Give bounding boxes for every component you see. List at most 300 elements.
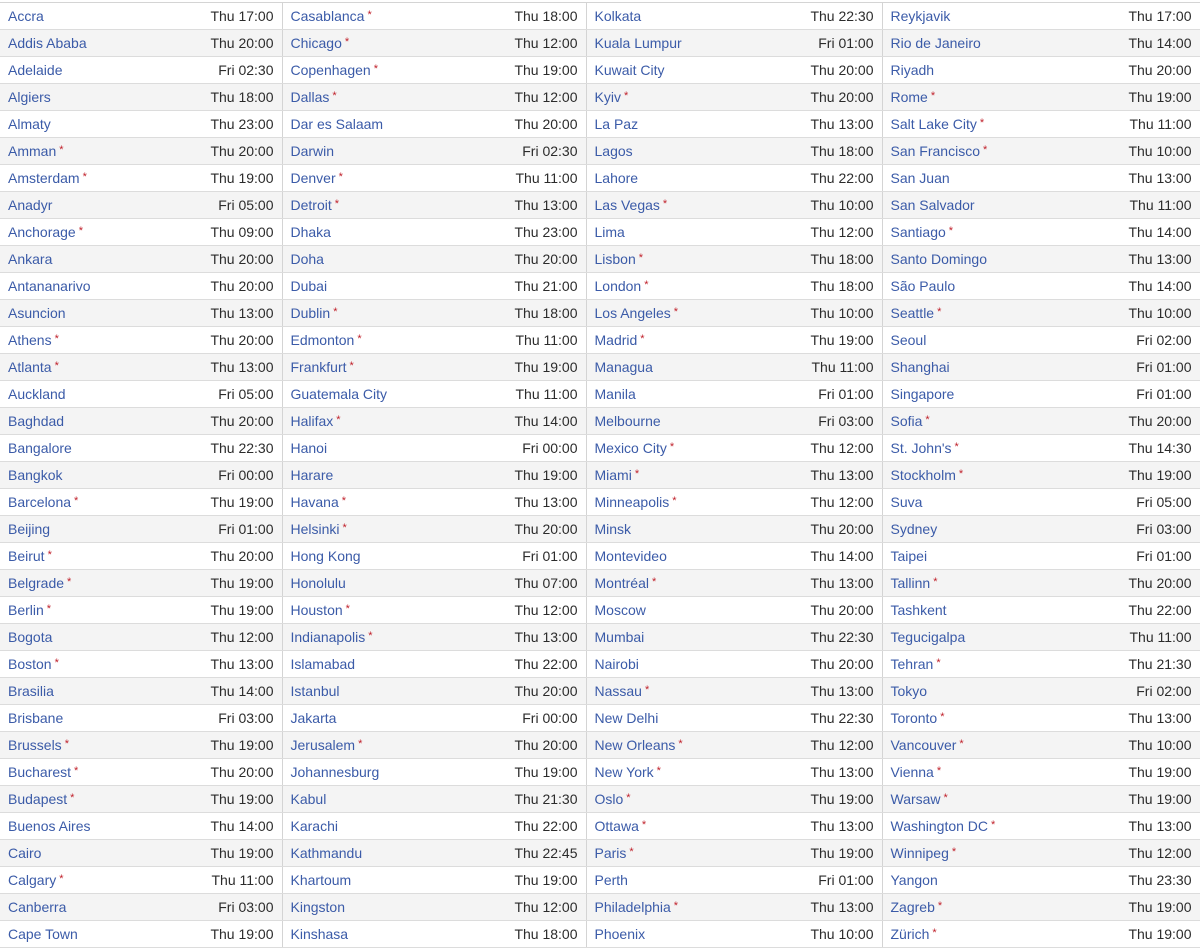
city-cell [586,624,774,651]
city-cell [282,651,478,678]
local-time-cell: Thu 13:00 [774,462,882,489]
city-link[interactable]: Perth [594,872,628,888]
dst-asterisk-icon: * [673,306,679,318]
local-time-cell: Fri 00:00 [478,435,586,462]
city-cell [0,219,170,246]
dst-asterisk-icon: * [678,738,683,750]
local-time-cell: Thu 20:00 [774,516,882,543]
city-cell [0,246,170,273]
dst-asterisk-icon: * [958,468,964,480]
city-cell [586,651,774,678]
local-time-cell: Thu 20:00 [170,759,282,786]
city-link[interactable]: London [594,278,642,294]
city-link[interactable]: Rome [890,89,928,105]
city-cell [882,57,1082,84]
dst-asterisk-icon: * [74,765,79,777]
local-time-cell: Thu 14:00 [1082,219,1200,246]
city-link[interactable]: Cape Town [8,926,78,942]
local-time-cell: Thu 19:00 [1082,894,1200,921]
city-link[interactable]: Zürich [890,926,930,942]
city-link[interactable]: Honolulu [290,575,346,591]
city-link[interactable]: Singapore [890,386,955,402]
city-cell [586,786,774,813]
dst-asterisk-icon: * [640,333,645,345]
city-link[interactable]: Manila [594,386,636,402]
city-link[interactable]: Kyiv [594,89,621,105]
local-time-cell: Thu 20:00 [1082,57,1200,84]
table-row [0,894,1200,921]
local-time-cell: Thu 20:00 [1082,570,1200,597]
city-cell [282,327,478,354]
local-time-cell: Thu 12:00 [478,597,586,624]
city-cell [0,435,170,462]
local-time-cell: Thu 20:00 [774,84,882,111]
city-cell [586,570,774,597]
city-link[interactable]: Antananarivo [8,278,91,294]
city-link[interactable]: Hanoi [290,440,328,456]
city-link[interactable]: Dallas [290,89,330,105]
city-link[interactable]: Berlin [8,602,44,618]
local-time-cell: Thu 07:00 [478,570,586,597]
city-link[interactable]: New Orleans [594,737,676,753]
city-link[interactable]: Indianapolis [290,629,366,645]
city-cell [882,354,1082,381]
city-link[interactable]: Montevideo [594,548,667,564]
city-cell [282,273,478,300]
city-cell [586,732,774,759]
city-link[interactable]: Havana [290,494,339,510]
city-link[interactable]: São Paulo [890,278,956,294]
city-link[interactable]: Asuncion [8,305,66,321]
dst-asterisk-icon: * [344,36,350,48]
table-row [0,543,1200,570]
table-row [0,435,1200,462]
city-cell [586,165,774,192]
local-time-cell: Thu 12:00 [774,219,882,246]
city-link[interactable]: Stockholm [890,467,956,483]
dst-asterisk-icon: * [54,657,59,669]
city-link[interactable]: Minsk [594,521,632,537]
dst-asterisk-icon: * [937,306,942,318]
city-link[interactable]: Lisbon [594,251,636,267]
local-time-cell: Thu 22:00 [774,165,882,192]
local-time-cell: Thu 14:00 [1082,273,1200,300]
local-time-cell: Thu 18:00 [774,138,882,165]
city-link[interactable]: Suva [890,494,923,510]
city-link[interactable]: Vienna [890,764,934,780]
local-time-cell: Thu 13:00 [1082,705,1200,732]
dst-asterisk-icon: * [936,765,942,777]
city-cell [882,111,1082,138]
city-link[interactable]: Copenhagen [290,62,371,78]
dst-asterisk-icon: * [67,576,72,588]
city-link[interactable]: Denver [290,170,336,186]
city-cell [282,624,478,651]
table-row [0,165,1200,192]
city-cell [282,489,478,516]
city-cell [0,111,170,138]
local-time-cell: Thu 22:30 [774,3,882,30]
city-link[interactable]: Toronto [890,710,938,726]
table-row [0,678,1200,705]
city-cell [282,516,478,543]
local-time-cell: Thu 19:00 [478,867,586,894]
local-time-cell: Thu 20:00 [774,57,882,84]
local-time-cell: Thu 20:00 [478,111,586,138]
city-link[interactable]: Montréal [594,575,649,591]
city-link[interactable]: Seoul [890,332,927,348]
local-time-cell: Fri 01:00 [170,516,282,543]
city-link[interactable]: Brasilia [8,683,54,699]
table-row [0,30,1200,57]
city-link[interactable]: Ottawa [594,818,639,834]
city-link[interactable]: Miami [594,467,632,483]
city-link[interactable]: Cairo [8,845,42,861]
city-link[interactable]: Dhaka [290,224,331,240]
city-link[interactable]: Tokyo [890,683,928,699]
city-link[interactable]: Anadyr [8,197,53,213]
dst-asterisk-icon: * [662,198,668,210]
city-link[interactable]: Almaty [8,116,51,132]
city-link[interactable]: Budapest [8,791,68,807]
city-link[interactable]: Paris [594,845,627,861]
city-link[interactable]: Winnipeg [890,845,949,861]
city-cell [882,867,1082,894]
city-cell [0,705,170,732]
local-time-cell: Thu 19:00 [170,786,282,813]
city-cell [282,786,478,813]
city-link[interactable]: Kingston [290,899,345,915]
city-cell [586,759,774,786]
city-link[interactable]: Kuwait City [594,62,665,78]
local-time-cell: Fri 01:00 [478,543,586,570]
city-link[interactable]: St. John's [890,440,952,456]
dst-asterisk-icon: * [656,765,661,777]
city-link[interactable]: San Francisco [890,143,980,159]
city-link[interactable]: Islamabad [290,656,356,672]
city-link[interactable]: Guatemala City [290,386,387,402]
city-cell [882,543,1082,570]
city-link[interactable]: Washington DC [890,818,989,834]
local-time-cell: Thu 23:30 [1082,867,1200,894]
city-cell [282,678,478,705]
dst-asterisk-icon: * [936,657,941,669]
city-link[interactable]: Khartoum [290,872,352,888]
city-cell [882,435,1082,462]
city-cell [586,192,774,219]
city-link[interactable]: Salt Lake City [890,116,977,132]
local-time-cell: Fri 02:00 [1082,327,1200,354]
city-link[interactable]: Doha [290,251,324,267]
city-cell [0,678,170,705]
city-link[interactable]: Kolkata [594,8,642,24]
city-cell [0,840,170,867]
local-time-cell: Fri 03:00 [170,705,282,732]
city-link[interactable]: Brussels [8,737,62,753]
local-time-cell: Thu 23:00 [478,219,586,246]
table-row [0,111,1200,138]
city-link[interactable]: Los Angeles [594,305,671,321]
table-row [0,192,1200,219]
local-time-cell: Fri 00:00 [478,705,586,732]
city-link[interactable]: Oslo [594,791,624,807]
city-link[interactable]: Ankara [8,251,53,267]
city-cell [282,3,478,30]
city-link[interactable]: Casablanca [290,8,365,24]
city-link[interactable]: Sofia [890,413,923,429]
local-time-cell: Fri 02:00 [1082,678,1200,705]
city-link[interactable]: Lahore [594,170,639,186]
table-row [0,597,1200,624]
city-cell [282,246,478,273]
city-link[interactable]: Amman [8,143,57,159]
city-cell [0,786,170,813]
city-link[interactable]: Baghdad [8,413,65,429]
local-time-cell: Thu 19:00 [1082,84,1200,111]
local-time-cell: Thu 13:00 [774,813,882,840]
city-cell [586,840,774,867]
dst-asterisk-icon: * [59,144,64,156]
city-link[interactable]: La Paz [594,116,639,132]
city-cell [0,894,170,921]
dst-asterisk-icon: * [932,927,937,939]
local-time-cell: Thu 19:00 [774,786,882,813]
city-link[interactable]: Calgary [8,872,57,888]
city-link[interactable]: Minneapolis [594,494,670,510]
city-link[interactable]: Managua [594,359,653,375]
local-time-cell: Thu 10:00 [1082,300,1200,327]
city-link[interactable]: Tegucigalpa [890,629,966,645]
local-time-cell: Fri 03:00 [774,408,882,435]
city-link[interactable]: Hong Kong [290,548,361,564]
city-link[interactable]: Algiers [8,89,51,105]
city-link[interactable]: Bogota [8,629,53,645]
city-link[interactable]: Melbourne [594,413,661,429]
city-cell [882,165,1082,192]
city-link[interactable]: Warsaw [890,791,941,807]
city-link[interactable]: Accra [8,8,44,24]
city-link[interactable]: Dubai [290,278,328,294]
local-time-cell: Thu 20:00 [170,246,282,273]
city-link[interactable]: Tallinn [890,575,931,591]
local-time-cell: Thu 19:00 [170,165,282,192]
city-link[interactable]: Nassau [594,683,642,699]
city-link[interactable]: Philadelphia [594,899,671,915]
city-link[interactable]: Helsinki [290,521,340,537]
city-link[interactable]: Mexico City [594,440,667,456]
dst-asterisk-icon: * [342,522,347,534]
local-time-cell: Thu 19:00 [774,327,882,354]
city-link[interactable]: New Delhi [594,710,659,726]
city-link[interactable]: Adelaide [8,62,63,78]
local-time-cell: Thu 13:00 [1082,813,1200,840]
table-row [0,84,1200,111]
local-time-cell: Thu 20:00 [170,138,282,165]
city-cell [586,543,774,570]
city-link[interactable]: Mumbai [594,629,645,645]
city-cell [882,219,1082,246]
city-cell [0,138,170,165]
city-cell [882,759,1082,786]
city-link[interactable]: Nairobi [594,656,639,672]
dst-asterisk-icon: * [368,630,373,642]
city-cell [882,3,1082,30]
city-link[interactable]: Zagreb [890,899,935,915]
table-row [0,624,1200,651]
city-link[interactable]: Belgrade [8,575,65,591]
city-link[interactable]: Moscow [594,602,646,618]
table-row [0,381,1200,408]
city-link[interactable]: Harare [290,467,334,483]
dst-asterisk-icon: * [358,738,363,750]
city-link[interactable]: Beijing [8,521,51,537]
city-link[interactable]: Amsterdam [8,170,80,186]
local-time-cell: Thu 11:00 [478,165,586,192]
city-link[interactable]: Atlanta [8,359,52,375]
local-time-cell: Thu 20:00 [170,273,282,300]
city-link[interactable]: Kabul [290,791,327,807]
local-time-cell: Thu 11:00 [478,327,586,354]
city-link[interactable]: Dar es Salaam [290,116,384,132]
city-link[interactable]: Kathmandu [290,845,363,861]
city-link[interactable]: Phoenix [594,926,646,942]
city-cell [0,381,170,408]
city-link[interactable]: Bucharest [8,764,72,780]
city-link[interactable]: Houston [290,602,343,618]
city-cell [0,651,170,678]
local-time-cell: Fri 01:00 [1082,354,1200,381]
city-link[interactable]: Santo Domingo [890,251,988,267]
city-link[interactable]: Beirut [8,548,45,564]
city-link[interactable]: Seattle [890,305,935,321]
city-cell [882,138,1082,165]
city-cell [882,300,1082,327]
city-cell [586,57,774,84]
local-time-cell: Thu 17:00 [170,3,282,30]
local-time-cell: Thu 12:00 [774,489,882,516]
local-time-cell: Thu 19:00 [478,462,586,489]
local-time-cell: Thu 20:00 [774,597,882,624]
city-link[interactable]: Santiago [890,224,946,240]
local-time-cell: Thu 20:00 [478,678,586,705]
city-link[interactable]: Boston [8,656,52,672]
city-link[interactable]: Tashkent [890,602,947,618]
city-cell [0,624,170,651]
city-link[interactable]: Detroit [290,197,332,213]
local-time-cell: Fri 03:00 [1082,516,1200,543]
city-link[interactable]: Bangkok [8,467,63,483]
city-cell [586,354,774,381]
local-time-cell: Fri 05:00 [1082,489,1200,516]
city-cell [882,570,1082,597]
city-link[interactable]: Taipei [890,548,928,564]
local-time-cell: Fri 05:00 [170,381,282,408]
city-cell [0,921,170,948]
city-link[interactable]: Jerusalem [290,737,356,753]
city-link[interactable]: Halifax [290,413,334,429]
city-link[interactable]: Lagos [594,143,633,159]
city-link[interactable]: Istanbul [290,683,340,699]
city-link[interactable]: Las Vegas [594,197,660,213]
city-cell [586,327,774,354]
local-time-cell: Thu 12:00 [774,435,882,462]
city-link[interactable]: Kuala Lumpur [594,35,682,51]
city-cell [0,867,170,894]
city-link[interactable]: Shanghai [890,359,950,375]
city-link[interactable]: Anchorage [8,224,76,240]
local-time-cell: Thu 13:00 [774,111,882,138]
city-link[interactable]: Brisbane [8,710,64,726]
local-time-cell: Thu 13:00 [170,300,282,327]
city-link[interactable]: Bangalore [8,440,72,456]
city-link[interactable]: Dublin [290,305,331,321]
city-link[interactable]: Buenos Aires [8,818,91,834]
city-link[interactable]: Kinshasa [290,926,349,942]
local-time-cell: Fri 02:30 [478,138,586,165]
local-time-cell: Thu 20:00 [478,516,586,543]
dst-asterisk-icon: * [979,117,985,129]
city-link[interactable]: Barcelona [8,494,72,510]
city-link[interactable]: Darwin [290,143,335,159]
local-time-cell: Thu 13:00 [1082,165,1200,192]
local-time-cell: Thu 19:00 [170,921,282,948]
city-link[interactable]: Johannesburg [290,764,380,780]
city-link[interactable]: Vancouver [890,737,957,753]
city-cell [282,381,478,408]
city-link[interactable]: San Juan [890,170,950,186]
city-link[interactable]: Rio de Janeiro [890,35,981,51]
city-link[interactable]: Tehran [890,656,934,672]
dst-asterisk-icon: * [673,900,679,912]
local-time-cell: Thu 12:00 [478,30,586,57]
local-time-cell: Thu 19:00 [170,732,282,759]
local-time-cell: Thu 20:00 [1082,408,1200,435]
city-link[interactable]: Riyadh [890,62,935,78]
city-link[interactable]: Madrid [594,332,638,348]
city-link[interactable]: Yangon [890,872,938,888]
city-link[interactable]: Sydney [890,521,938,537]
city-cell [282,165,478,192]
city-link[interactable]: Auckland [8,386,66,402]
city-cell [882,894,1082,921]
local-time-cell: Thu 20:00 [170,408,282,435]
dst-asterisk-icon: * [672,495,677,507]
city-cell [282,867,478,894]
city-link[interactable]: Reykjavik [890,8,951,24]
city-link[interactable]: Edmonton [290,332,355,348]
city-link[interactable]: Addis Ababa [8,35,87,51]
table-row [0,300,1200,327]
city-link[interactable]: Karachi [290,818,338,834]
city-cell [586,462,774,489]
city-link[interactable]: Frankfurt [290,359,347,375]
table-row [0,570,1200,597]
city-link[interactable]: Athens [8,332,52,348]
table-row [0,813,1200,840]
city-link[interactable]: Jakarta [290,710,337,726]
city-link[interactable]: Canberra [8,899,67,915]
city-link[interactable]: San Salvador [890,197,975,213]
dst-asterisk-icon: * [954,441,959,453]
city-link[interactable]: Lima [594,224,625,240]
city-cell [586,300,774,327]
city-link[interactable]: Chicago [290,35,342,51]
city-link[interactable]: New York [594,764,654,780]
local-time-cell: Fri 01:00 [774,381,882,408]
dst-asterisk-icon: * [623,90,629,102]
dst-asterisk-icon: * [78,225,83,237]
city-cell [586,435,774,462]
